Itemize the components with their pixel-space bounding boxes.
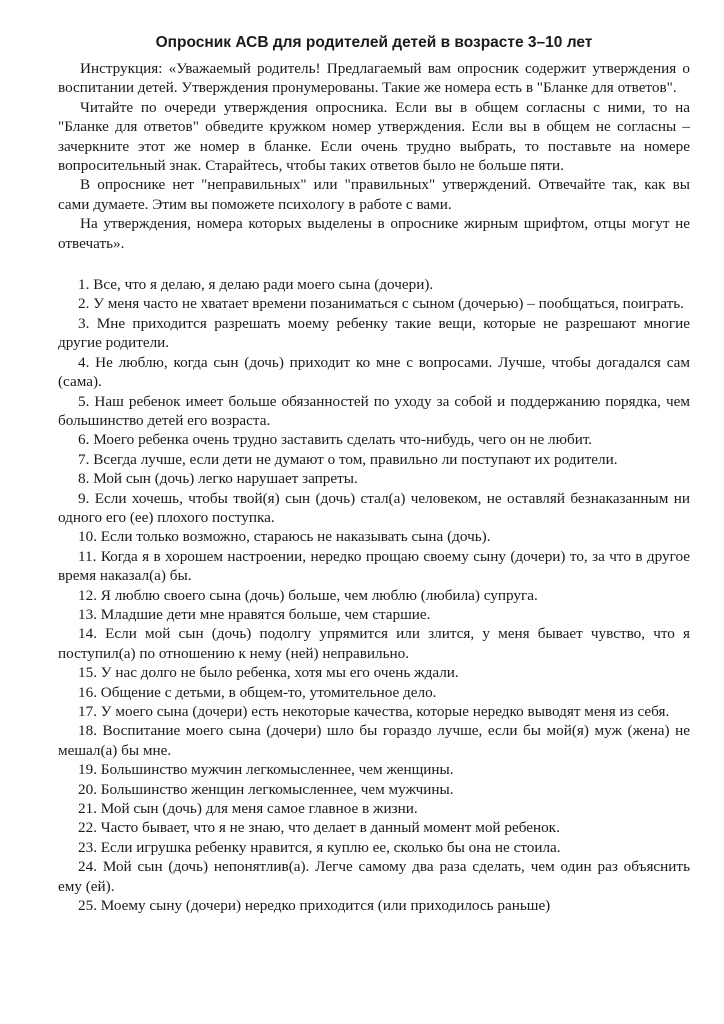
questionnaire-item: 25. Моему сыну (дочери) нередко приходится (или приходилось раньше) xyxy=(78,897,551,915)
questionnaire-item: 5. Наш ребенок имеет больше обязанностей по уходу за собой и поддержанию порядка, чем большинство детей его возраста. xyxy=(58,392,690,429)
questionnaire-item: 18. Воспитание моего сына (дочери) шло бы гораздо лучше, если бы мой(я) муж (жена) не мешал(а) бы мне. xyxy=(58,722,690,759)
questionnaire-item: 20. Большинство женщин легкомысленнее, чем мужчины. xyxy=(78,780,454,798)
questionnaire-item: 15. У нас долго не было ребенка, хотя мы его очень ждали. xyxy=(78,664,459,682)
questionnaire-item: 16. Общение с детьми, в общем-то, утомительное дело. xyxy=(78,683,437,701)
instruction-paragraph: Инструкция: «Уважаемый родитель! Предлагаемый вам опросник содержит утверждения о воспитании детей. Утверждения пронумерованы. Такие же номера есть в "Бланке для ответов". xyxy=(58,60,690,97)
questionnaire-item: 1. Все, что я делаю, я делаю ради моего сына (дочери). xyxy=(78,276,434,294)
questionnaire-item: 24. Мой сын (дочь) непонятлив(а). Легче самому два раза сделать, чем один раз объяснить ему (ей). xyxy=(58,858,690,895)
questionnaire-item: 7. Всегда лучше, если дети не думают о том, правильно ли поступают их родители. xyxy=(78,450,618,468)
questionnaire-item: 4. Не люблю, когда сын (дочь) приходит ко мне с вопросами. Лучше, чтобы догадался сам (сама). xyxy=(58,353,690,391)
questionnaire-item: 10. Если только возможно, стараюсь не наказывать сына (дочь). xyxy=(78,528,491,546)
questionnaire-item: 23. Если игрушка ребенку нравится, я куплю ее, сколько бы она не стоила. xyxy=(78,838,561,856)
questionnaire-item: 13. Младшие дети мне нравятся больше, чем старшие. xyxy=(78,605,431,623)
questionnaire-item: 11. Когда я в хорошем настроении, нередко прощаю своему сыну (дочери) то, за что в другое время наказал(а) бы. xyxy=(58,547,690,585)
questionnaire-item: 12. Я люблю своего сына (дочь) больше, чем люблю (любила) супруга. xyxy=(78,586,538,604)
document-page xyxy=(58,33,690,915)
questionnaire-item: 21. Мой сын (дочь) для меня самое главное в жизни. xyxy=(78,800,418,818)
instruction-paragraph: Читайте по очереди утверждения опросника. Если вы в общем согласны с ними, то на "Бланке для ответов" обведите кружком номер утверждения. Если вы в общем не согласны – зачеркните этот же номер в бланке. Если очень трудно выбрать, то поставьте на номере вопросительный знак. Старайтесь, чтобы таких ответов было не больше пяти. xyxy=(58,98,690,175)
questionnaire-item: 3. Мне приходится разрешать моему ребенку такие вещи, которые не разрешают многие другие родители. xyxy=(58,314,690,352)
questionnaire-item: 17. У моего сына (дочери) есть некоторые качества, которые нередко выводят меня из себя. xyxy=(78,703,670,720)
questionnaire-item: 19. Большинство мужчин легкомысленнее, чем женщины. xyxy=(78,761,454,779)
questionnaire-item: 9. Если хочешь, чтобы твой(я) сын (дочь) стал(а) человеком, не оставляй безнаказанным ни одного его (ее) плохого поступка. xyxy=(58,489,690,526)
document-title: Опросник АСВ для родителей детей в возрасте 3–10 лет xyxy=(155,34,593,51)
questionnaire-item: 14. Если мой сын (дочь) подолгу упрямится или злится, у меня бывает чувство, что я поступил(а) по отношению к нему (ней) неправильно. xyxy=(58,625,690,662)
questionnaire-item: 8. Мой сын (дочь) легко нарушает запреты. xyxy=(78,470,358,488)
questionnaire-item: 2. У меня часто не хватает времени позаниматься с сыном (дочерью) – пообщаться, поиграть. xyxy=(78,295,684,313)
instruction-paragraph: На утверждения, номера которых выделены в опроснике жирным шрифтом, отцы могут не отвечать». xyxy=(58,215,690,252)
questionnaire-items xyxy=(58,275,690,915)
instruction-paragraph: В опроснике нет "неправильных" или "правильных" утверждений. Отвечайте так, как вы сами думаете. Этим вы поможете психологу в работе с вами. xyxy=(58,176,690,213)
questionnaire-item: 22. Часто бывает, что я не знаю, что делает в данный момент мой ребенок. xyxy=(78,819,560,837)
section-spacer xyxy=(58,253,690,275)
instruction-section xyxy=(58,59,690,253)
questionnaire-item: 6. Моего ребенка очень трудно заставить сделать что-нибудь, чего он не любит. xyxy=(78,431,593,449)
